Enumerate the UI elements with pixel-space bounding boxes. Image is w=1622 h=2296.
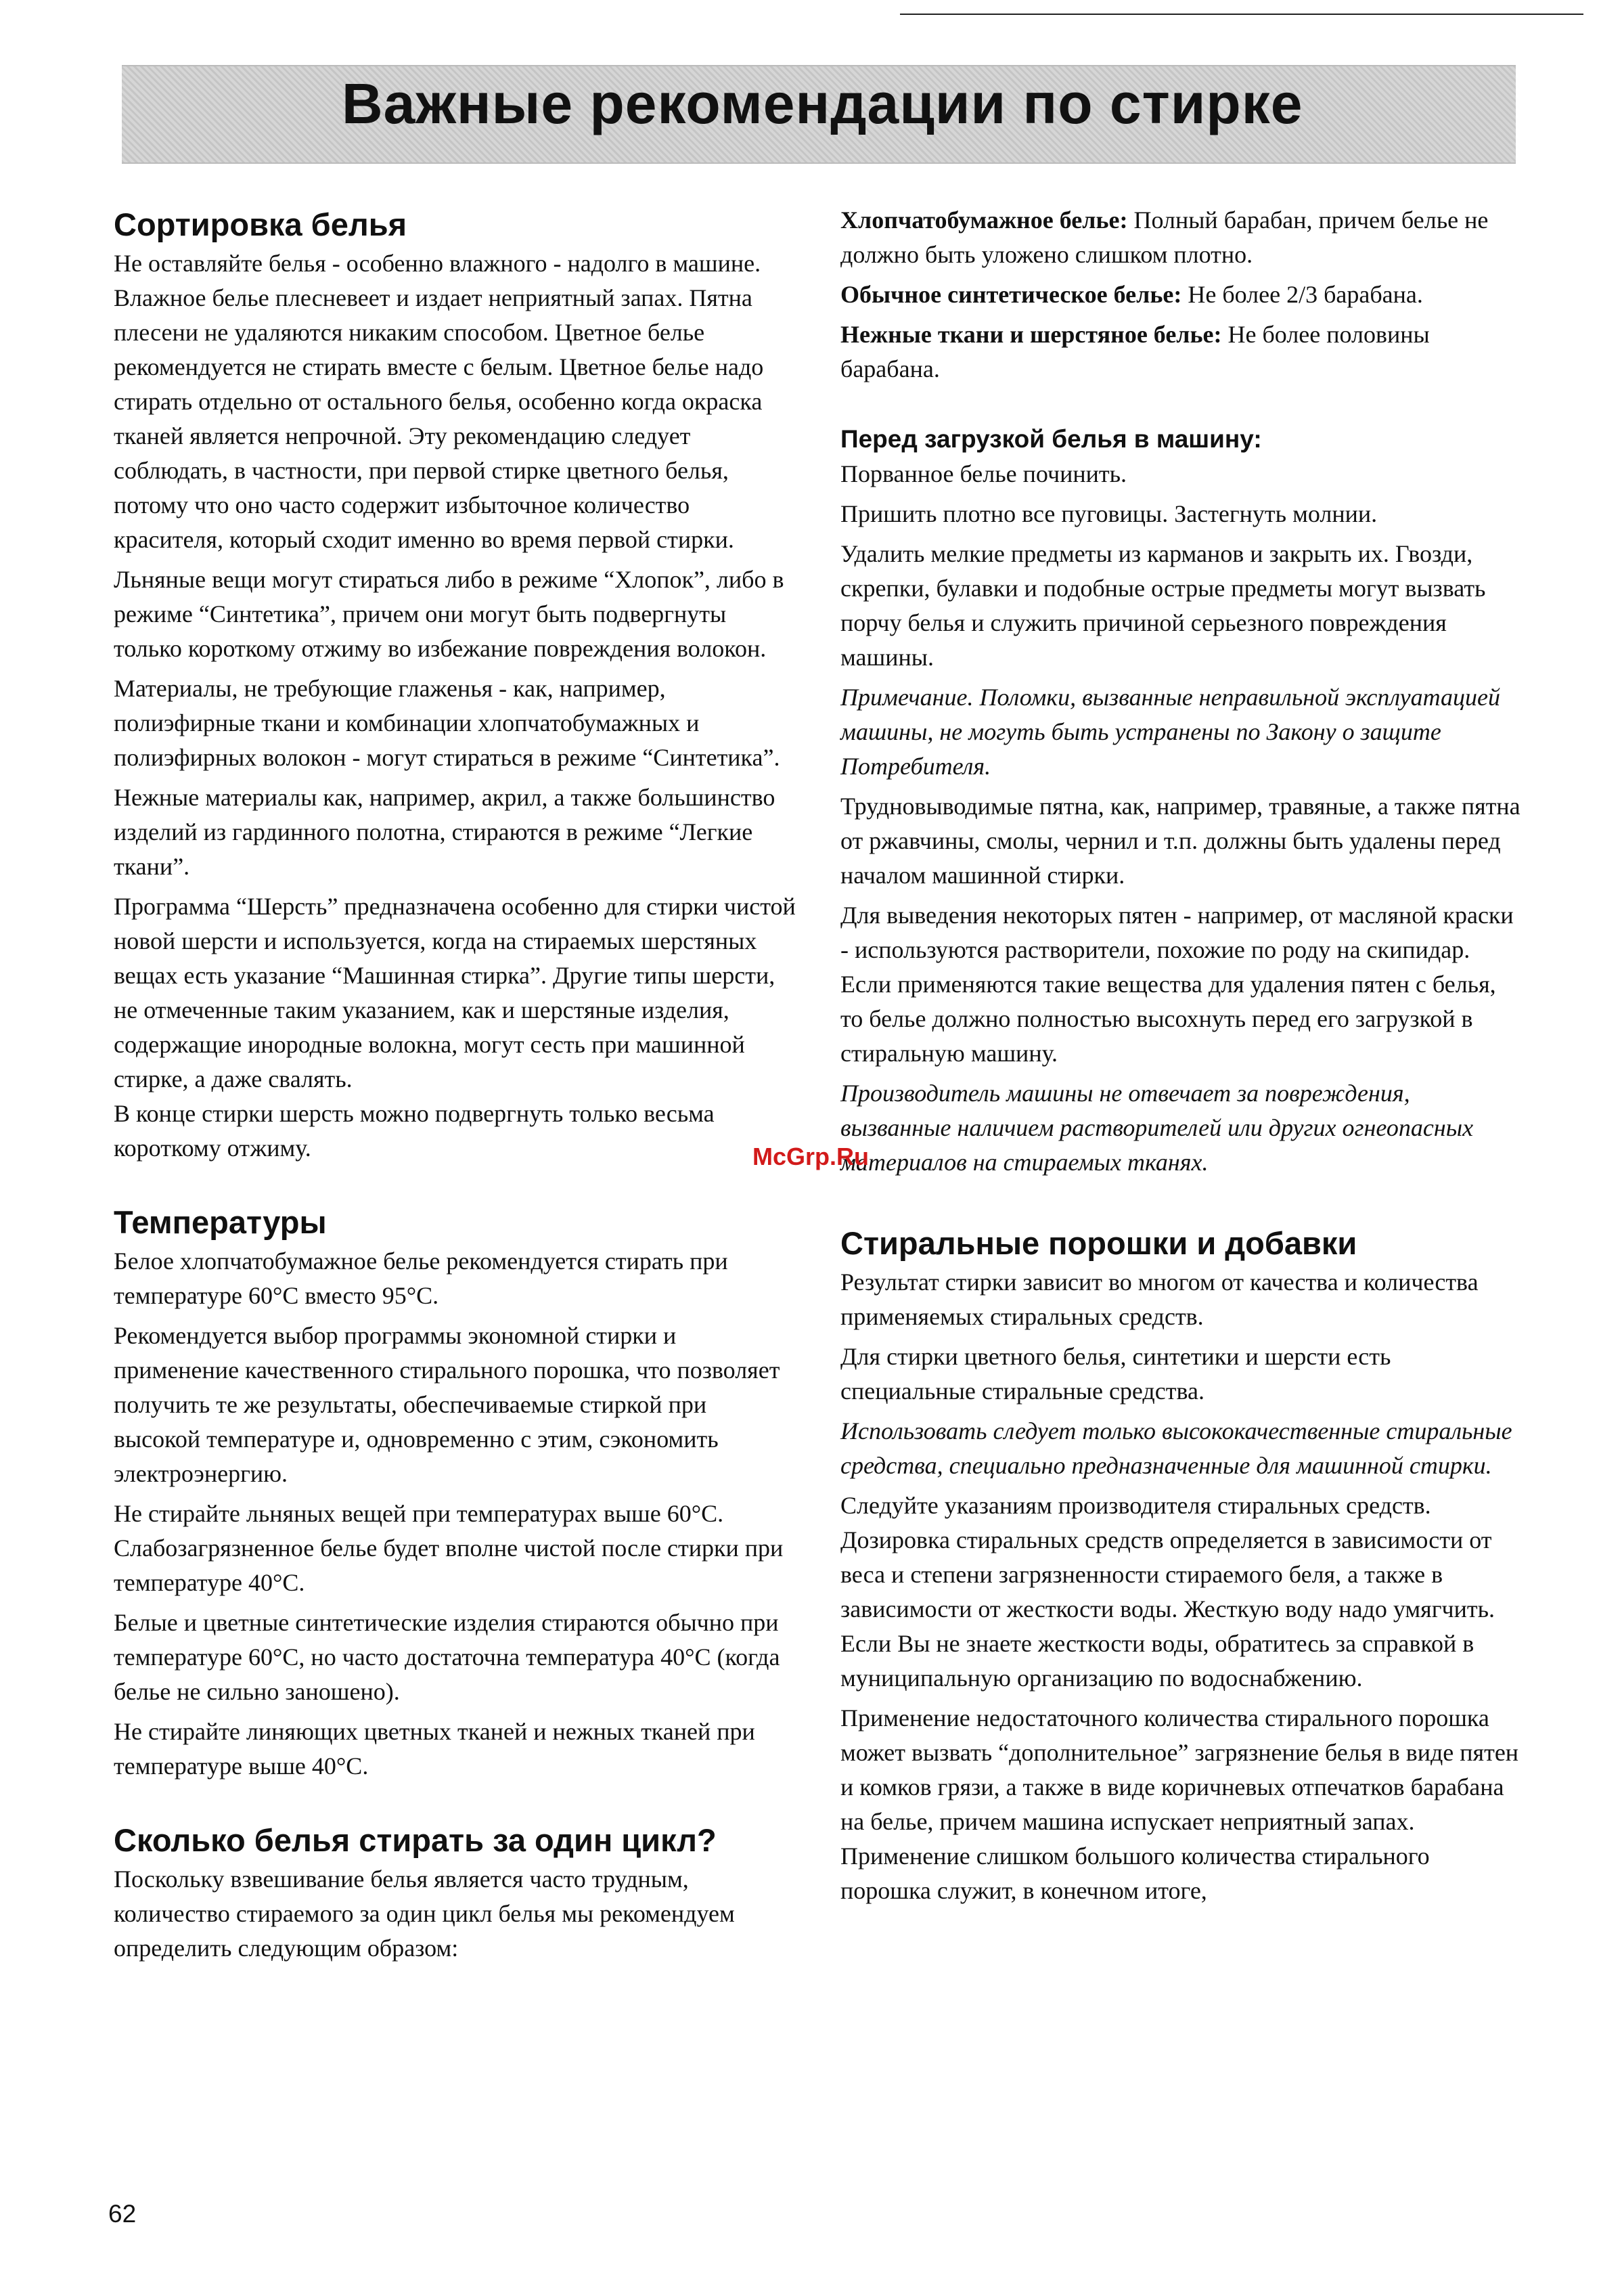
load-item (840, 317, 1524, 387)
section-heading-detergents: Стиральные порошки и добавки (840, 1225, 1357, 1261)
load-item-text: Не более 2/3 барабана. (1181, 281, 1423, 308)
paragraph: Поскольку взвешивание белья является часто трудным, количество стираемого за один цикл белья мы рекомендуем определить следующим образом: (114, 1866, 735, 1962)
paragraph: Применение недостаточного количества стирального порошка может вызвать “дополнительное” загрязнение белья в виде пятен и комков грязи, а также в виде коричневых отпечатков барабана на белье, причем машина испускает неприятный запах. (840, 1704, 1519, 1835)
paragraph: Трудновыводимые пятна, как, например, травяные, а также пятна от ржавчины, смолы, чернил и т.п. должны быть удалены перед началом машинной стирки. (840, 793, 1520, 889)
page-number: 62 (108, 2200, 137, 2228)
section-heading-temperatures: Температуры (114, 1204, 327, 1240)
load-item-text: Не более половины барабана. (840, 321, 1430, 382)
paragraph: В конце стирки шерсть можно подвергнуть только весьма короткому отжиму. (114, 1100, 715, 1162)
paragraph: Материалы, не требующие глаженья - как, например, полиэфирные ткани и комбинации хлопчатобумажных и полиэфирных волокон - могут стираться в режиме “Синтетика”. (114, 675, 780, 771)
section-heading-before-loading: Перед загрузкой белья в машину: (840, 425, 1262, 453)
paragraph: Белые и цветные синтетические изделия стираются обычно при температуре 60°С, но часто достаточна температура 40°С (когда белье не сильно заношено). (114, 1609, 780, 1705)
paragraph: Применение слишком большого количества стирального порошка служит, в конечном итоге, (840, 1842, 1430, 1904)
load-item (840, 203, 1524, 272)
paragraph: Не стирайте льняных вещей при температурах выше 60°С. Слабозагрязненное белье будет вполне чистой после стирки при температуре 40°С. (114, 1500, 784, 1596)
paragraph: Для стирки цветного белья, синтетики и шерсти есть специальные стиральные средства. (840, 1343, 1391, 1405)
section-heading-load: Сколько белья стирать за один цикл? (114, 1822, 717, 1858)
paragraph: Не стирайте линяющих цветных тканей и нежных тканей при температуре выше 40°С. (114, 1718, 755, 1780)
paragraph: Рекомендуется выбор программы экономной стирки и применение качественного стирального порошка, что позволяет получить те же результаты, обеспечиваемые стиркой при высокой температуре и, одновременно с этим, сэкономить электроэнергию. (114, 1322, 780, 1487)
note-paragraph: Использовать следует только высококачественные стиральные средства, специально предназначенные для машинной стирки. (840, 1417, 1512, 1479)
paragraph: Пришить плотно все пуговицы. Застегнуть молнии. (840, 500, 1378, 527)
paragraph: Результат стирки зависит во многом от качества и количества применяемых стиральных средств. (840, 1268, 1479, 1330)
left-column (114, 203, 797, 1971)
paragraph: Нежные материалы как, например, акрил, а также большинство изделий из гардинного полотна, стираются в режиме “Легкие ткани”. (114, 784, 775, 880)
load-item (840, 278, 1524, 312)
paragraph: Удалить мелкие предметы из карманов и закрыть их. Гвозди, скрепки, булавки и подобные острые предметы могут вызвать порчу белья и служить причиной серьезного повреждения машины. (840, 540, 1486, 671)
paragraph: Для выведения некоторых пятен - например, от масляной краски - используются растворители, похожие по роду на скипидар. Если применяются такие вещества для удаления пятен с белья, то белье должно полностью высохнуть перед его загрузкой в стиральную машину. (840, 902, 1514, 1067)
page-title: Важные рекомендации по стирке (342, 72, 1303, 135)
load-item-text: Полный барабан, причем белье не должно быть уложено слишком плотно. (840, 206, 1489, 268)
paragraph: Программа “Шерсть” предназначена особенно для стирки чистой новой шерсти и используется, когда на стираемых шерстяных вещах есть указание “Машинная стирка”. Другие типы шерсти, не отмеченные таким указанием, как и шерстяные изделия, содержащие инородные волокна, могут сесть при машинной стирке, а даже свалять. (114, 893, 796, 1092)
paragraph: Не оставляйте белья - особенно влажного - надолго в машине. Влажное белье плесневеет и издает неприятный запах. Пятна плесени не удаляются никаким способом. Цветное белье рекомендуется не стирать вместе с белым. Цветное белье надо стирать отдельно от остального белья, особенно когда окраска тканей является непрочной. Эту рекомендацию следует соблюдать, в частности, при первой стирке цветного белья, потому что оно часто содержит избыточное количество красителя, который сходит именно во время первой стирки. (114, 250, 764, 553)
right-column (840, 203, 1524, 1914)
load-item-label: Нежные ткани и шерстяное белье: (840, 321, 1222, 348)
load-item-label: Хлопчатобумажное белье: (840, 206, 1128, 234)
paragraph: Белое хлопчатобумажное белье рекомендуется стирать при температуре 60°С вместо 95°С. (114, 1248, 728, 1309)
paragraph: Льняные вещи могут стираться либо в режиме “Хлопок”, либо в режиме “Синтетика”, причем они могут быть подвергнуты только короткому отжиму во избежание повреждения волокон. (114, 566, 784, 662)
watermark: McGrp.Ru (752, 1143, 870, 1170)
paragraph: Порванное белье починить. (840, 460, 1127, 487)
load-item-label: Обычное синтетическое белье: (840, 281, 1182, 308)
paragraph: Следуйте указаниям производителя стиральных средств. Дозировка стиральных средств определяется в зависимости от веса и степени загрязненности стираемого беля, а также в зависимости от жесткости воды. Жесткую воду надо умягчить. Если Вы не знаете жесткости воды, обратитесь за справкой в муниципальную организацию по водоснабжению. (840, 1492, 1495, 1692)
section-heading-sorting: Сортировка белья (114, 206, 407, 242)
note-paragraph: Производитель машины не отвечает за повреждения, вызванные наличием растворителей или других огнеопасных материалов на стираемых тканях. (840, 1080, 1474, 1176)
top-rule (900, 14, 1583, 15)
note-paragraph: Примечание. Поломки, вызванные неправильной эксплуатацией машины, не могуть быть устранены по Закону о защите Потребителя. (840, 684, 1501, 780)
